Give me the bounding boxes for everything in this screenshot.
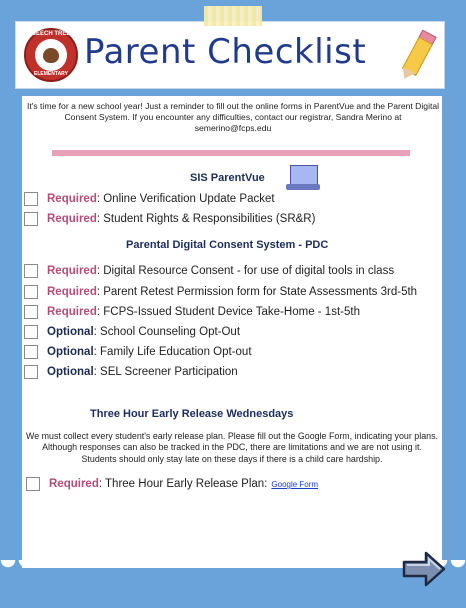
logo-text-top: BEECH TREE [31, 31, 71, 37]
checkbox[interactable] [24, 325, 38, 339]
release-heading: Three Hour Early Release Wednesdays [90, 408, 294, 420]
item-label: : Online Verification Update Packet [96, 193, 275, 205]
checkbox[interactable] [24, 365, 38, 379]
torn-edge [0, 560, 466, 576]
next-arrow-icon[interactable] [402, 550, 446, 588]
item-label: : School Counseling Opt-Out [93, 326, 241, 338]
item-label: : Three Hour Early Release Plan: [98, 478, 268, 490]
item-label: : Student Rights & Responsibilities (SR&R) [96, 213, 316, 225]
checkbox[interactable] [24, 345, 38, 359]
checkbox[interactable] [24, 264, 38, 278]
checklist-item [24, 364, 238, 380]
checkbox[interactable] [26, 477, 40, 491]
required-tag: Required [49, 478, 99, 490]
logo-text-bottom: ELEMENTARY [34, 71, 68, 77]
page-title: Parent Checklist [84, 32, 367, 72]
required-tag: Required [47, 286, 97, 298]
item-label: : SEL Screener Participation [93, 366, 238, 378]
google-form-link[interactable]: Google Form [271, 480, 319, 489]
checklist-item [24, 344, 252, 360]
checklist-item [24, 324, 240, 340]
item-label: : Digital Resource Consent - for use of digital tools in class [96, 265, 395, 277]
checkbox[interactable] [24, 285, 38, 299]
sis-heading: SIS ParentVue [190, 172, 265, 184]
laptop-icon [286, 165, 320, 191]
pdc-heading: Parental Digital Consent System - PDC [126, 239, 329, 251]
optional-tag: Optional [47, 326, 94, 338]
release-description: We must collect every student's early release plan. Please fill out the Google Form, indicating your plans. Although responses can also be tracked in the PDC, there are limitations and we are not using it. Students should only stay late on these days if there is a child care hardship. [26, 431, 438, 464]
bear-mascot-icon [43, 48, 59, 63]
checklist-item [24, 211, 315, 227]
checkbox[interactable] [24, 305, 38, 319]
intro-text: It's time for a new school year! Just a reminder to fill out the online forms in ParentVue and the Parent Digital Consent System. If you encounter any difficulties, contact our registrar, Sandra Merino at semerino@fcps.edu [26, 101, 440, 133]
item-label: : Family Life Education Opt-out [93, 346, 252, 358]
checklist-item [24, 284, 417, 300]
checkbox[interactable] [24, 192, 38, 206]
required-tag: Required [47, 265, 97, 277]
divider-bar [52, 150, 410, 156]
school-logo [24, 28, 78, 82]
item-label: : Parent Retest Permission form for State Assessments 3rd-5th [96, 286, 418, 298]
required-tag: Required [47, 193, 97, 205]
required-tag: Required [47, 306, 97, 318]
optional-tag: Optional [47, 346, 94, 358]
item-label: : FCPS-Issued Student Device Take-Home - 1st-5th [96, 306, 360, 318]
checkbox[interactable] [24, 212, 38, 226]
checklist-item [24, 304, 360, 320]
checklist-item [24, 263, 394, 279]
tape-decoration [204, 6, 262, 26]
required-tag: Required [47, 213, 97, 225]
optional-tag: Optional [47, 366, 94, 378]
checklist-item [24, 191, 275, 207]
checklist-item [26, 476, 318, 492]
